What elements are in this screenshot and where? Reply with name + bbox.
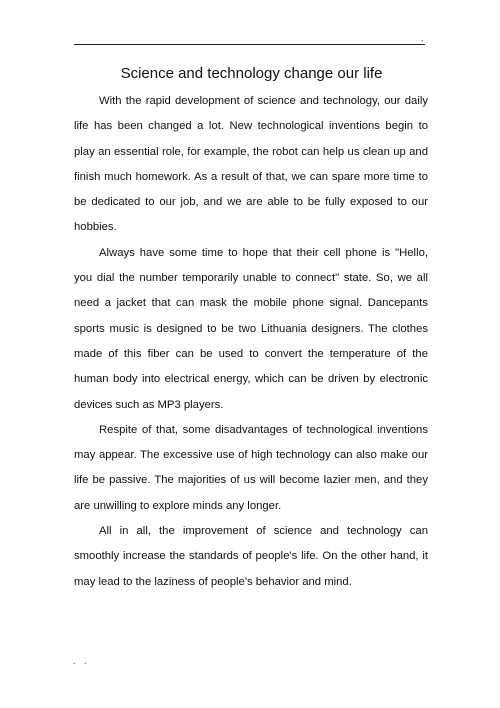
paragraph-1: With the rapid development of science and technology, our daily life has been changed a lot. New technological inventions begin to play an essential role, for example, the robot can help us clean up and finish much homework. As a result of that, we can spare more time to be dedicated to our job, and we are able to be fully exposed to our hobbies. [74,95,428,234]
document-body [74,89,428,595]
header-rule [74,44,425,45]
header-mark: . [421,33,424,43]
paragraph-4: All in all, the improvement of science and technology can smoothly increase the standards of people's life. On the other hand, it may lead to the laziness of people's behavior and mind. [74,525,428,588]
paragraph-2: Always have some time to hope that their cell phone is "Hello, you dial the number temporarily unable to connect" state. So, we all need a jacket that can mask the mobile phone signal. Dancepants sports music is designed to be two Lithuania designers. The clothes made of this fiber can be used to convert the temperature of the human body into electrical energy, which can be driven by electronic devices such as MP3 players. [74,246,428,411]
footer-mark: . . [73,656,90,666]
document-title: Science and technology change our life [120,65,383,82]
paragraph-3: Respite of that, some disadvantages of technological inventions may appear. The excessive use of high technology can also make our life be passive. The majorities of us will become lazier men, and they are unwilling to explore minds any longer. [74,423,428,512]
